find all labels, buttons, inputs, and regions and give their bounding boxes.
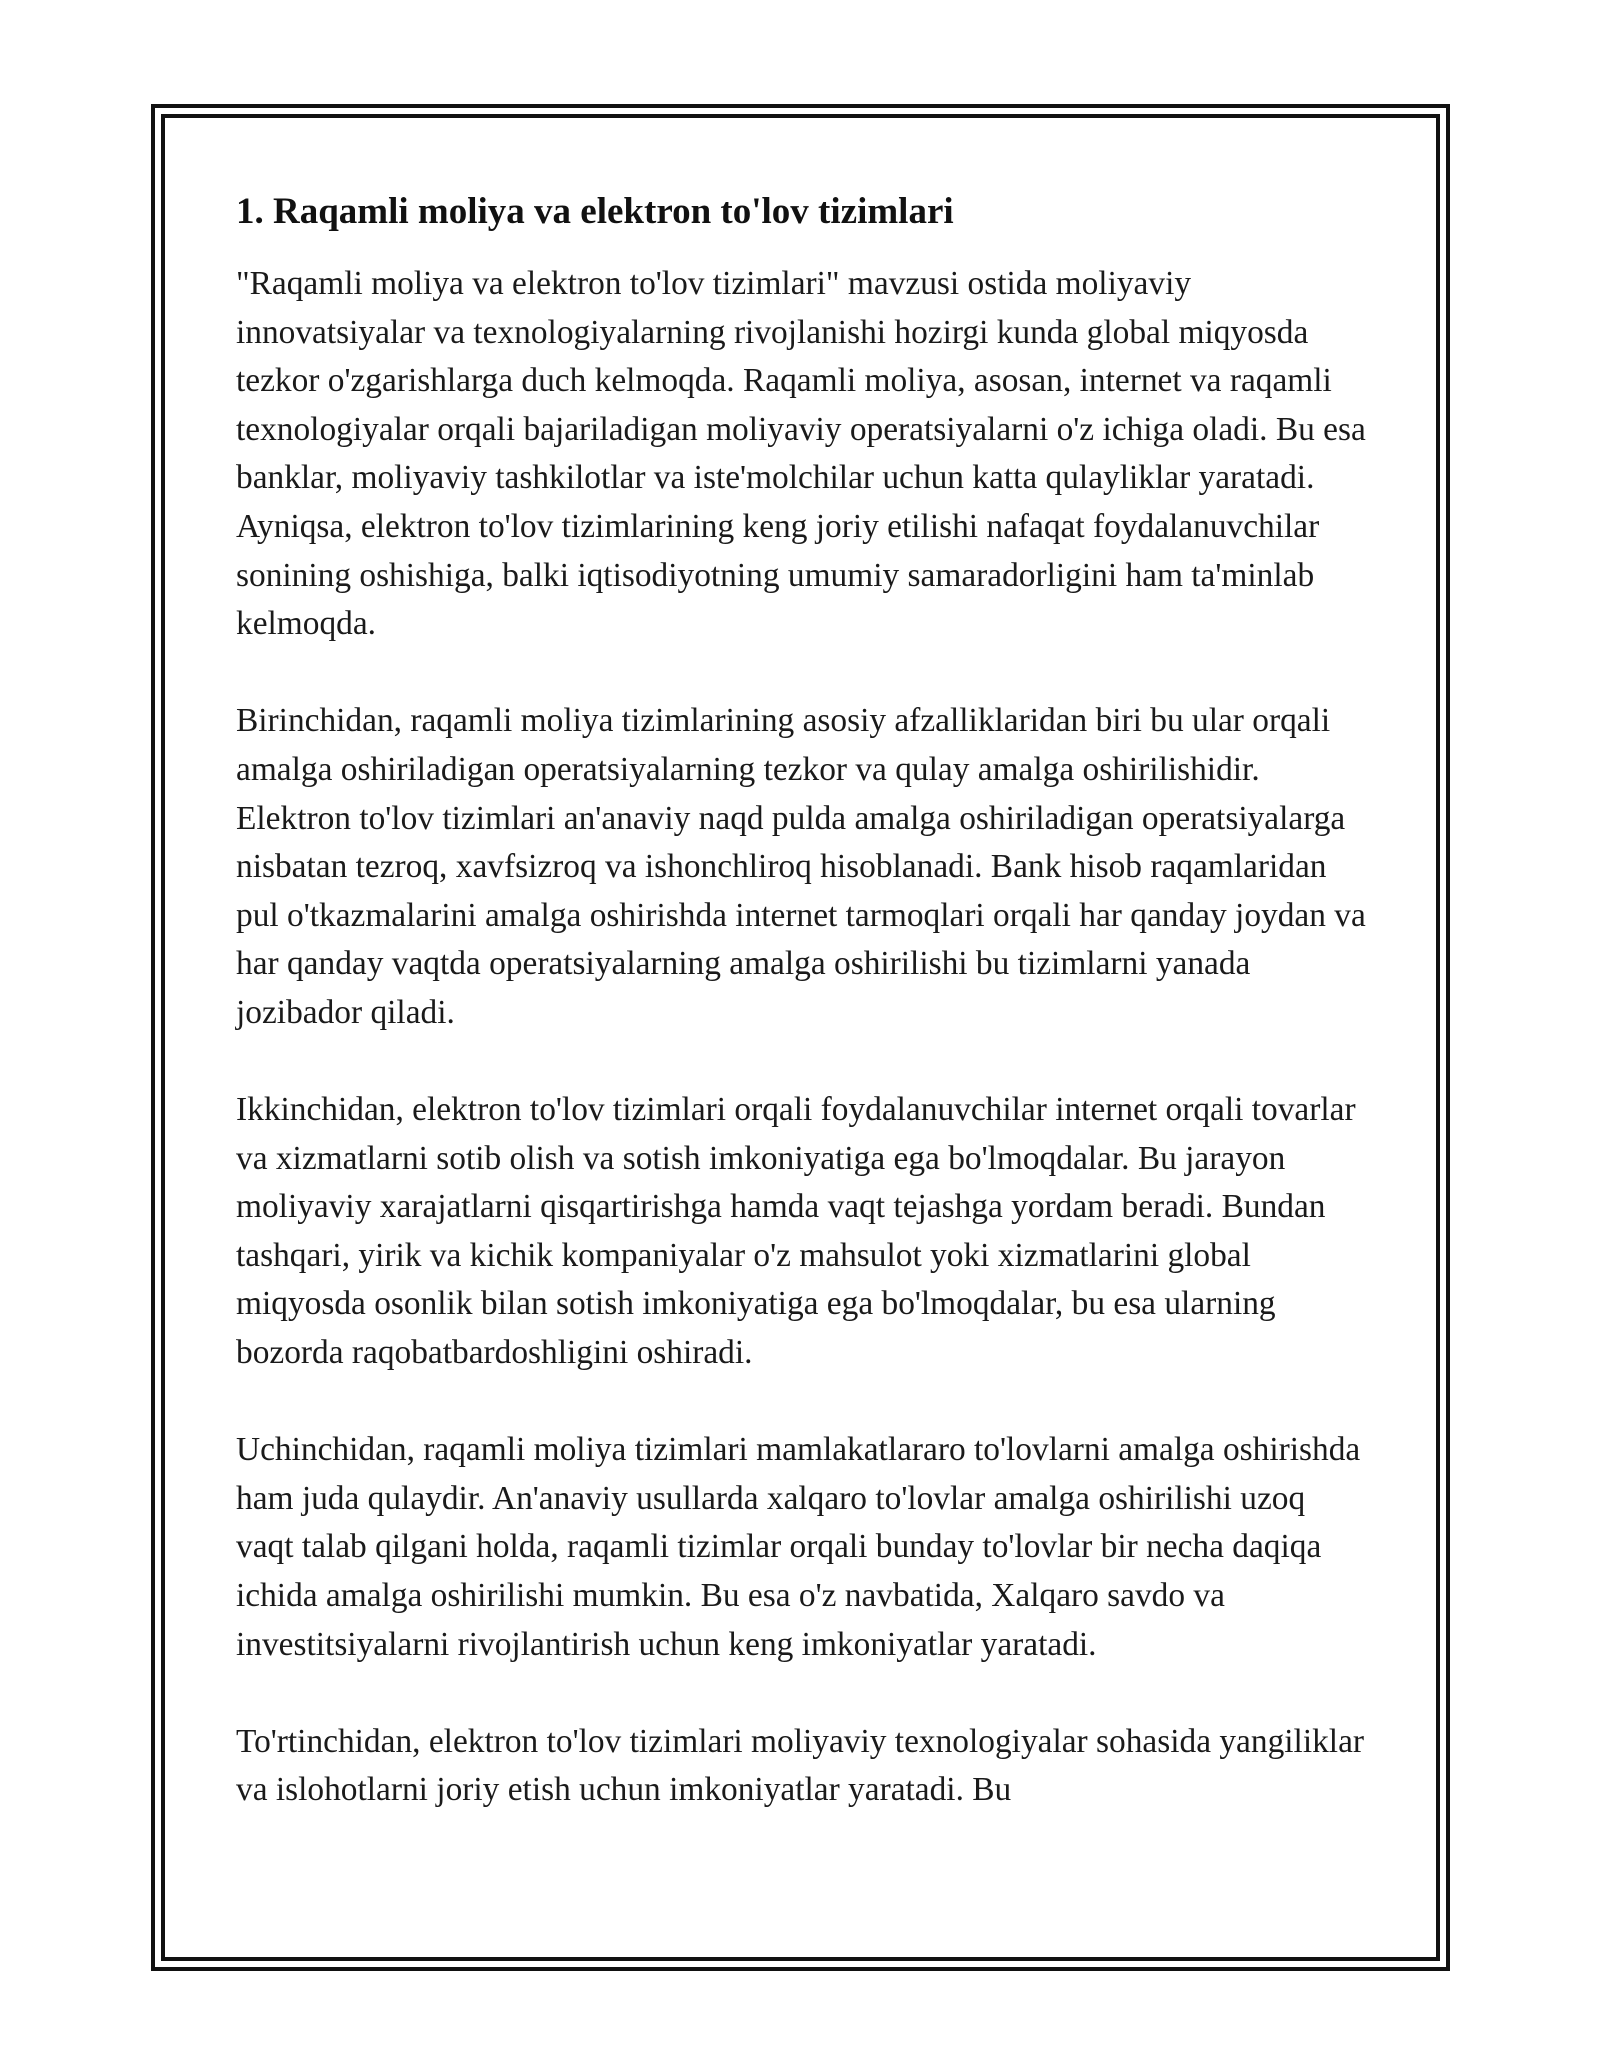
paragraph-intro: "Raqamli moliya va elektron to'lov tizimlari" mavzusi ostida moliyaviy innovatsiyalar va texnologiyalarning rivojlanishi hozirgi kunda global miqyosda tezkor o'zgarishlarga duch kelmoqda. Raqamli moliya, asosan, internet va raqamli texnologiyalar orqali bajariladigan moliyaviy operatsiyalarni o'z ichiga oladi. Bu esa banklar, moliyaviy tashkilotlar va iste'molchilar uchun katta qulayliklar yaratadi. Ayniqsa, elektron to'lov tizimlarining keng joriy etilishi nafaqat foydalanuvchilar sonining oshishiga, balki iqtisodiyotning umumiy samaradorligini ham ta'minlab kelmoqda.: [236, 265, 1366, 643]
paragraph-third-point: Uchinchidan, raqamli moliya tizimlari mamlakatlararo to'lovlarni amalga oshirishda ham juda qulaydir. An'anaviy usullarda xalqaro to'lovlar amalga oshirilishi uzoq vaqt talab qilgani holda, raqamli tizimlar orqali bunday to'lovlar bir necha daqiqa ichida amalga oshirilishi mumkin. Bu esa o'z navbatida, Xalqaro savdo va investitsiyalarni rivojlantirish uchun keng imkoniyatlar yaratadi.: [236, 1431, 1361, 1663]
paragraph-second-point: Ikkinchidan, elektron to'lov tizimlari orqali foydalanuvchilar internet orqali tovarlar va xizmatlarni sotib olish va sotish imkoniyatiga ega bo'lmoqdalar. Bu jarayon moliyaviy xarajatlarni qisqartirishga hamda vaqt tejashga yordam beradi. Bundan tashqari, yirik va kichik kompaniyalar o'z mahsulot yoki xizmatlarini global miqyosda osonlik bilan sotish imkoniyatiga ega bo'lmoqdalar, bu esa ularning bozorda raqobatbardoshligini oshiradi.: [236, 1091, 1356, 1372]
section-heading: 1. Raqamli moliya va elektron to'lov tizimlari: [236, 191, 954, 232]
paragraph-fourth-point: To'rtinchidan, elektron to'lov tizimlari moliyaviy texnologiyalar sohasida yangiliklar va islohotlarni joriy etish uchun imkoniyatlar yaratadi. Bu: [236, 1722, 1365, 1809]
paragraph-first-point: Birinchidan, raqamli moliya tizimlarining asosiy afzalliklaridan biri bu ular orqali amalga oshiriladigan operatsiyalarning tezkor va qulay amalga oshirilishidir. Elektron to'lov tizimlari an'anaviy naqd pulda amalga oshiriladigan operatsiyalarga nisbatan tezroq, xavfsizroq va ishonchliroq hisoblanadi. Bank hisob raqamlaridan pul o'tkazmalarini amalga oshirishda internet tarmoqlari orqali har qanday joydan va har qanday vaqtda operatsiyalarning amalga oshirilishi bu tizimlarni yanada jozibador qiladi.: [236, 702, 1366, 1031]
document-body: [236, 188, 1366, 1815]
